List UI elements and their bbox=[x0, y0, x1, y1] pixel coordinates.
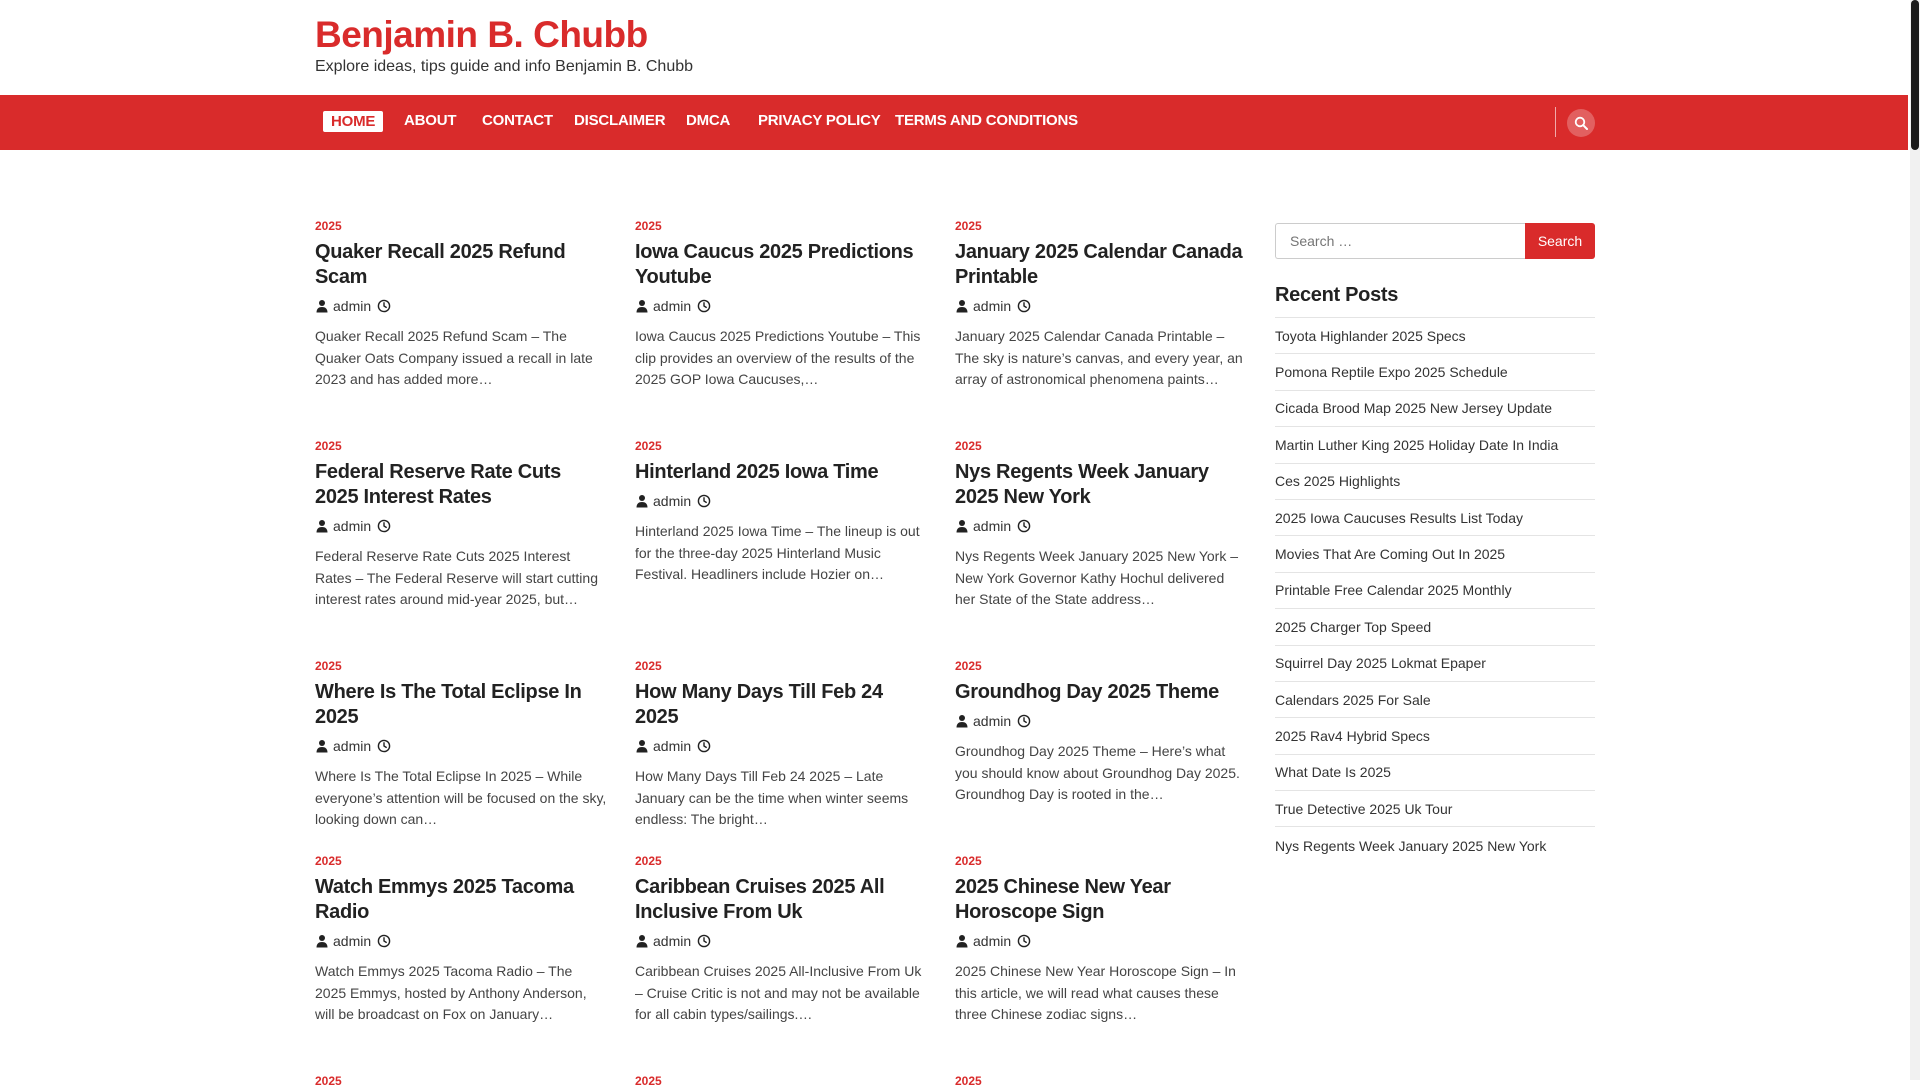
recent-post-link[interactable]: 2025 Rav4 Hybrid Specs bbox=[1275, 718, 1595, 754]
post-title[interactable]: 2025 Chinese New Year Horoscope Sign bbox=[955, 876, 1171, 923]
clock-icon bbox=[697, 299, 711, 313]
post-author[interactable]: admin bbox=[973, 933, 1012, 949]
post-meta bbox=[315, 298, 607, 314]
post-card bbox=[635, 853, 927, 1026]
recent-posts-title: Recent Posts bbox=[1275, 284, 1595, 318]
post-title[interactable]: Caribbean Cruises 2025 All Inclusive From Uk bbox=[635, 876, 885, 923]
post-card bbox=[315, 658, 607, 831]
nav-home[interactable]: HOME bbox=[323, 111, 383, 132]
user-icon bbox=[635, 934, 649, 948]
post-card bbox=[315, 438, 607, 611]
post-excerpt: Hinterland 2025 Iowa Time – The lineup is out for the three-day 2025 Hinterland Music Festival. Headliners include Hozier on… bbox=[635, 523, 920, 582]
post-category[interactable]: 2025 bbox=[315, 659, 342, 673]
clock-icon bbox=[377, 299, 391, 313]
user-icon bbox=[955, 519, 969, 533]
post-card bbox=[955, 438, 1247, 611]
user-icon bbox=[635, 494, 649, 508]
post-title[interactable]: Where Is The Total Eclipse In 2025 bbox=[315, 681, 582, 728]
user-icon bbox=[315, 299, 329, 313]
post-excerpt: Watch Emmys 2025 Tacoma Radio – The 2025 Emmys, hosted by Anthony Anderson, will be broadcast on Fox on January… bbox=[315, 963, 587, 1022]
post-card bbox=[635, 1073, 927, 1089]
post-title[interactable]: Quaker Recall 2025 Refund Scam bbox=[315, 241, 566, 288]
clock-icon bbox=[697, 739, 711, 753]
nav-about[interactable]: ABOUT bbox=[404, 112, 457, 129]
recent-post-link[interactable]: 2025 Charger Top Speed bbox=[1275, 609, 1595, 645]
clock-icon bbox=[1017, 519, 1031, 533]
nav-disclaimer[interactable]: DISCLAIMER bbox=[574, 112, 666, 129]
site-header bbox=[0, 0, 1908, 95]
post-category[interactable]: 2025 bbox=[635, 219, 662, 233]
clock-icon bbox=[697, 494, 711, 508]
post-excerpt: 2025 Chinese New Year Horoscope Sign – In this article, we will read what causes these three Chinese zodiac signs… bbox=[955, 963, 1236, 1022]
post-category[interactable]: 2025 bbox=[635, 854, 662, 868]
post-category[interactable]: 2025 bbox=[315, 439, 342, 453]
user-icon bbox=[955, 714, 969, 728]
recent-post-link[interactable]: Squirrel Day 2025 Lokmat Epaper bbox=[1275, 646, 1595, 682]
post-meta bbox=[635, 298, 927, 314]
post-excerpt: January 2025 Calendar Canada Printable – The sky is nature’s canvas, and every year, an array of astronomical phenomena paints… bbox=[955, 328, 1243, 387]
recent-posts-list bbox=[1275, 318, 1595, 864]
user-icon bbox=[955, 299, 969, 313]
post-category[interactable]: 2025 bbox=[315, 1074, 342, 1088]
post-author[interactable]: admin bbox=[333, 298, 372, 314]
clock-icon bbox=[377, 934, 391, 948]
recent-post-link[interactable]: Cicada Brood Map 2025 New Jersey Update bbox=[1275, 391, 1595, 427]
recent-post-link[interactable]: Ces 2025 Highlights bbox=[1275, 464, 1595, 500]
nav-search-button[interactable] bbox=[1567, 109, 1595, 137]
post-meta bbox=[315, 518, 607, 534]
post-card bbox=[315, 1073, 607, 1089]
post-card bbox=[955, 218, 1247, 391]
post-title[interactable]: Iowa Caucus 2025 Predictions Youtube bbox=[635, 241, 914, 288]
post-author[interactable]: admin bbox=[653, 493, 692, 509]
post-meta bbox=[955, 518, 1247, 534]
post-category[interactable]: 2025 bbox=[955, 219, 982, 233]
user-icon bbox=[315, 739, 329, 753]
sidebar-search-form bbox=[1275, 223, 1595, 259]
post-card bbox=[955, 1073, 1247, 1089]
recent-post-link[interactable]: True Detective 2025 Uk Tour bbox=[1275, 791, 1595, 827]
clock-icon bbox=[1017, 714, 1031, 728]
clock-icon bbox=[697, 934, 711, 948]
recent-post-link[interactable]: Toyota Highlander 2025 Specs bbox=[1275, 318, 1595, 354]
post-title[interactable]: January 2025 Calendar Canada Printable bbox=[955, 241, 1243, 288]
recent-post-link[interactable]: 2025 Iowa Caucuses Results List Today bbox=[1275, 500, 1595, 536]
post-card bbox=[635, 658, 927, 831]
user-icon bbox=[635, 299, 649, 313]
clock-icon bbox=[1017, 934, 1031, 948]
post-author[interactable]: admin bbox=[333, 933, 372, 949]
sidebar bbox=[1275, 223, 1595, 864]
clock-icon bbox=[377, 519, 391, 533]
sidebar-search-input[interactable] bbox=[1275, 223, 1525, 259]
post-author[interactable]: admin bbox=[973, 518, 1012, 534]
post-card bbox=[315, 853, 607, 1026]
post-card bbox=[955, 853, 1247, 1026]
clock-icon bbox=[377, 739, 391, 753]
post-meta bbox=[955, 298, 1247, 314]
post-title[interactable]: Hinterland 2025 Iowa Time bbox=[635, 461, 879, 483]
post-card bbox=[635, 218, 927, 391]
page-scrollbar[interactable] bbox=[1910, 0, 1920, 1080]
post-meta bbox=[955, 713, 1247, 729]
nav-privacy-policy[interactable]: PRIVACY POLICY bbox=[758, 112, 881, 129]
user-icon bbox=[635, 739, 649, 753]
post-category[interactable]: 2025 bbox=[955, 1074, 982, 1088]
post-excerpt: Caribbean Cruises 2025 All-Inclusive From Uk – Cruise Critic is not and may not be available for all cabin types/sailings.… bbox=[635, 963, 922, 1022]
search-icon bbox=[1574, 116, 1588, 130]
recent-post-link[interactable]: Nys Regents Week January 2025 New York bbox=[1275, 837, 1547, 854]
post-excerpt: Nys Regents Week January 2025 New York – New York Governor Kathy Hochul delivered her State of the State address… bbox=[955, 548, 1239, 607]
post-card bbox=[955, 658, 1247, 806]
post-meta bbox=[315, 738, 607, 754]
scrollbar-thumb[interactable] bbox=[1911, 0, 1919, 150]
post-author[interactable]: admin bbox=[973, 298, 1012, 314]
post-author[interactable]: admin bbox=[653, 933, 692, 949]
post-author[interactable]: admin bbox=[973, 713, 1012, 729]
post-category[interactable]: 2025 bbox=[315, 219, 342, 233]
post-excerpt: Where Is The Total Eclipse In 2025 – While everyone’s attention will be focused on the sky, looking down can… bbox=[315, 768, 607, 827]
recent-post-link[interactable]: Printable Free Calendar 2025 Monthly bbox=[1275, 573, 1595, 609]
post-category[interactable]: 2025 bbox=[315, 854, 342, 868]
post-excerpt: Quaker Recall 2025 Refund Scam – The Quaker Oats Company issued a recall in late 2023 and has added more… bbox=[315, 328, 593, 387]
post-excerpt: Groundhog Day 2025 Theme – Here’s what you should know about Groundhog Day 2025. Groundhog Day is rooted in the… bbox=[955, 743, 1240, 802]
post-card bbox=[635, 438, 927, 586]
recent-post-link[interactable]: What Date Is 2025 bbox=[1275, 755, 1595, 791]
post-title[interactable]: Nys Regents Week January 2025 New York bbox=[955, 461, 1209, 508]
site-description: Explore ideas, tips guide and info Benjamin B. Chubb bbox=[315, 58, 694, 75]
sidebar-search-button[interactable]: Search bbox=[1525, 223, 1595, 259]
post-meta bbox=[955, 933, 1247, 949]
post-title[interactable]: Federal Reserve Rate Cuts 2025 Interest Rates bbox=[315, 461, 561, 508]
main-navigation bbox=[0, 95, 1908, 150]
post-category[interactable]: 2025 bbox=[955, 439, 982, 453]
user-icon bbox=[315, 519, 329, 533]
post-title[interactable]: How Many Days Till Feb 24 2025 bbox=[635, 681, 883, 728]
post-meta bbox=[635, 933, 927, 949]
recent-post-link[interactable]: Pomona Reptile Expo 2025 Schedule bbox=[1275, 354, 1595, 390]
nav-dmca[interactable]: DMCA bbox=[686, 112, 731, 129]
post-author[interactable]: admin bbox=[333, 738, 372, 754]
post-meta bbox=[635, 738, 927, 754]
post-card bbox=[315, 218, 607, 391]
nav-terms-and-conditions[interactable]: TERMS AND CONDITIONS bbox=[895, 112, 1078, 129]
post-excerpt: How Many Days Till Feb 24 2025 – Late January can be the time when winter seems endless: The bright… bbox=[635, 768, 909, 827]
post-meta bbox=[315, 933, 607, 949]
post-category[interactable]: 2025 bbox=[955, 854, 982, 868]
post-category[interactable]: 2025 bbox=[955, 659, 982, 673]
post-title[interactable]: Groundhog Day 2025 Theme bbox=[955, 681, 1219, 703]
site-title[interactable]: Benjamin B. Chubb bbox=[315, 14, 648, 55]
post-author[interactable]: admin bbox=[333, 518, 372, 534]
nav-contact[interactable]: CONTACT bbox=[482, 112, 553, 129]
post-category[interactable]: 2025 bbox=[635, 439, 662, 453]
post-author[interactable]: admin bbox=[653, 738, 692, 754]
post-author[interactable]: admin bbox=[653, 298, 692, 314]
user-icon bbox=[315, 934, 329, 948]
post-title[interactable]: Watch Emmys 2025 Tacoma Radio bbox=[315, 876, 574, 923]
nav-divider bbox=[1555, 107, 1556, 137]
post-meta bbox=[635, 493, 927, 509]
post-excerpt: Federal Reserve Rate Cuts 2025 Interest Rates – The Federal Reserve will start cutting interest rates around mid-year 2025, but… bbox=[315, 548, 598, 607]
recent-post-link[interactable]: Calendars 2025 For Sale bbox=[1275, 682, 1595, 718]
clock-icon bbox=[1017, 299, 1031, 313]
post-excerpt: Iowa Caucus 2025 Predictions Youtube – This clip provides an overview of the results of the 2025 GOP Iowa Caucuses,… bbox=[635, 328, 921, 387]
recent-post-link[interactable]: Movies That Are Coming Out In 2025 bbox=[1275, 536, 1595, 572]
post-category[interactable]: 2025 bbox=[635, 1074, 662, 1088]
post-category[interactable]: 2025 bbox=[635, 659, 662, 673]
user-icon bbox=[955, 934, 969, 948]
recent-post-link[interactable]: Martin Luther King 2025 Holiday Date In India bbox=[1275, 427, 1595, 463]
